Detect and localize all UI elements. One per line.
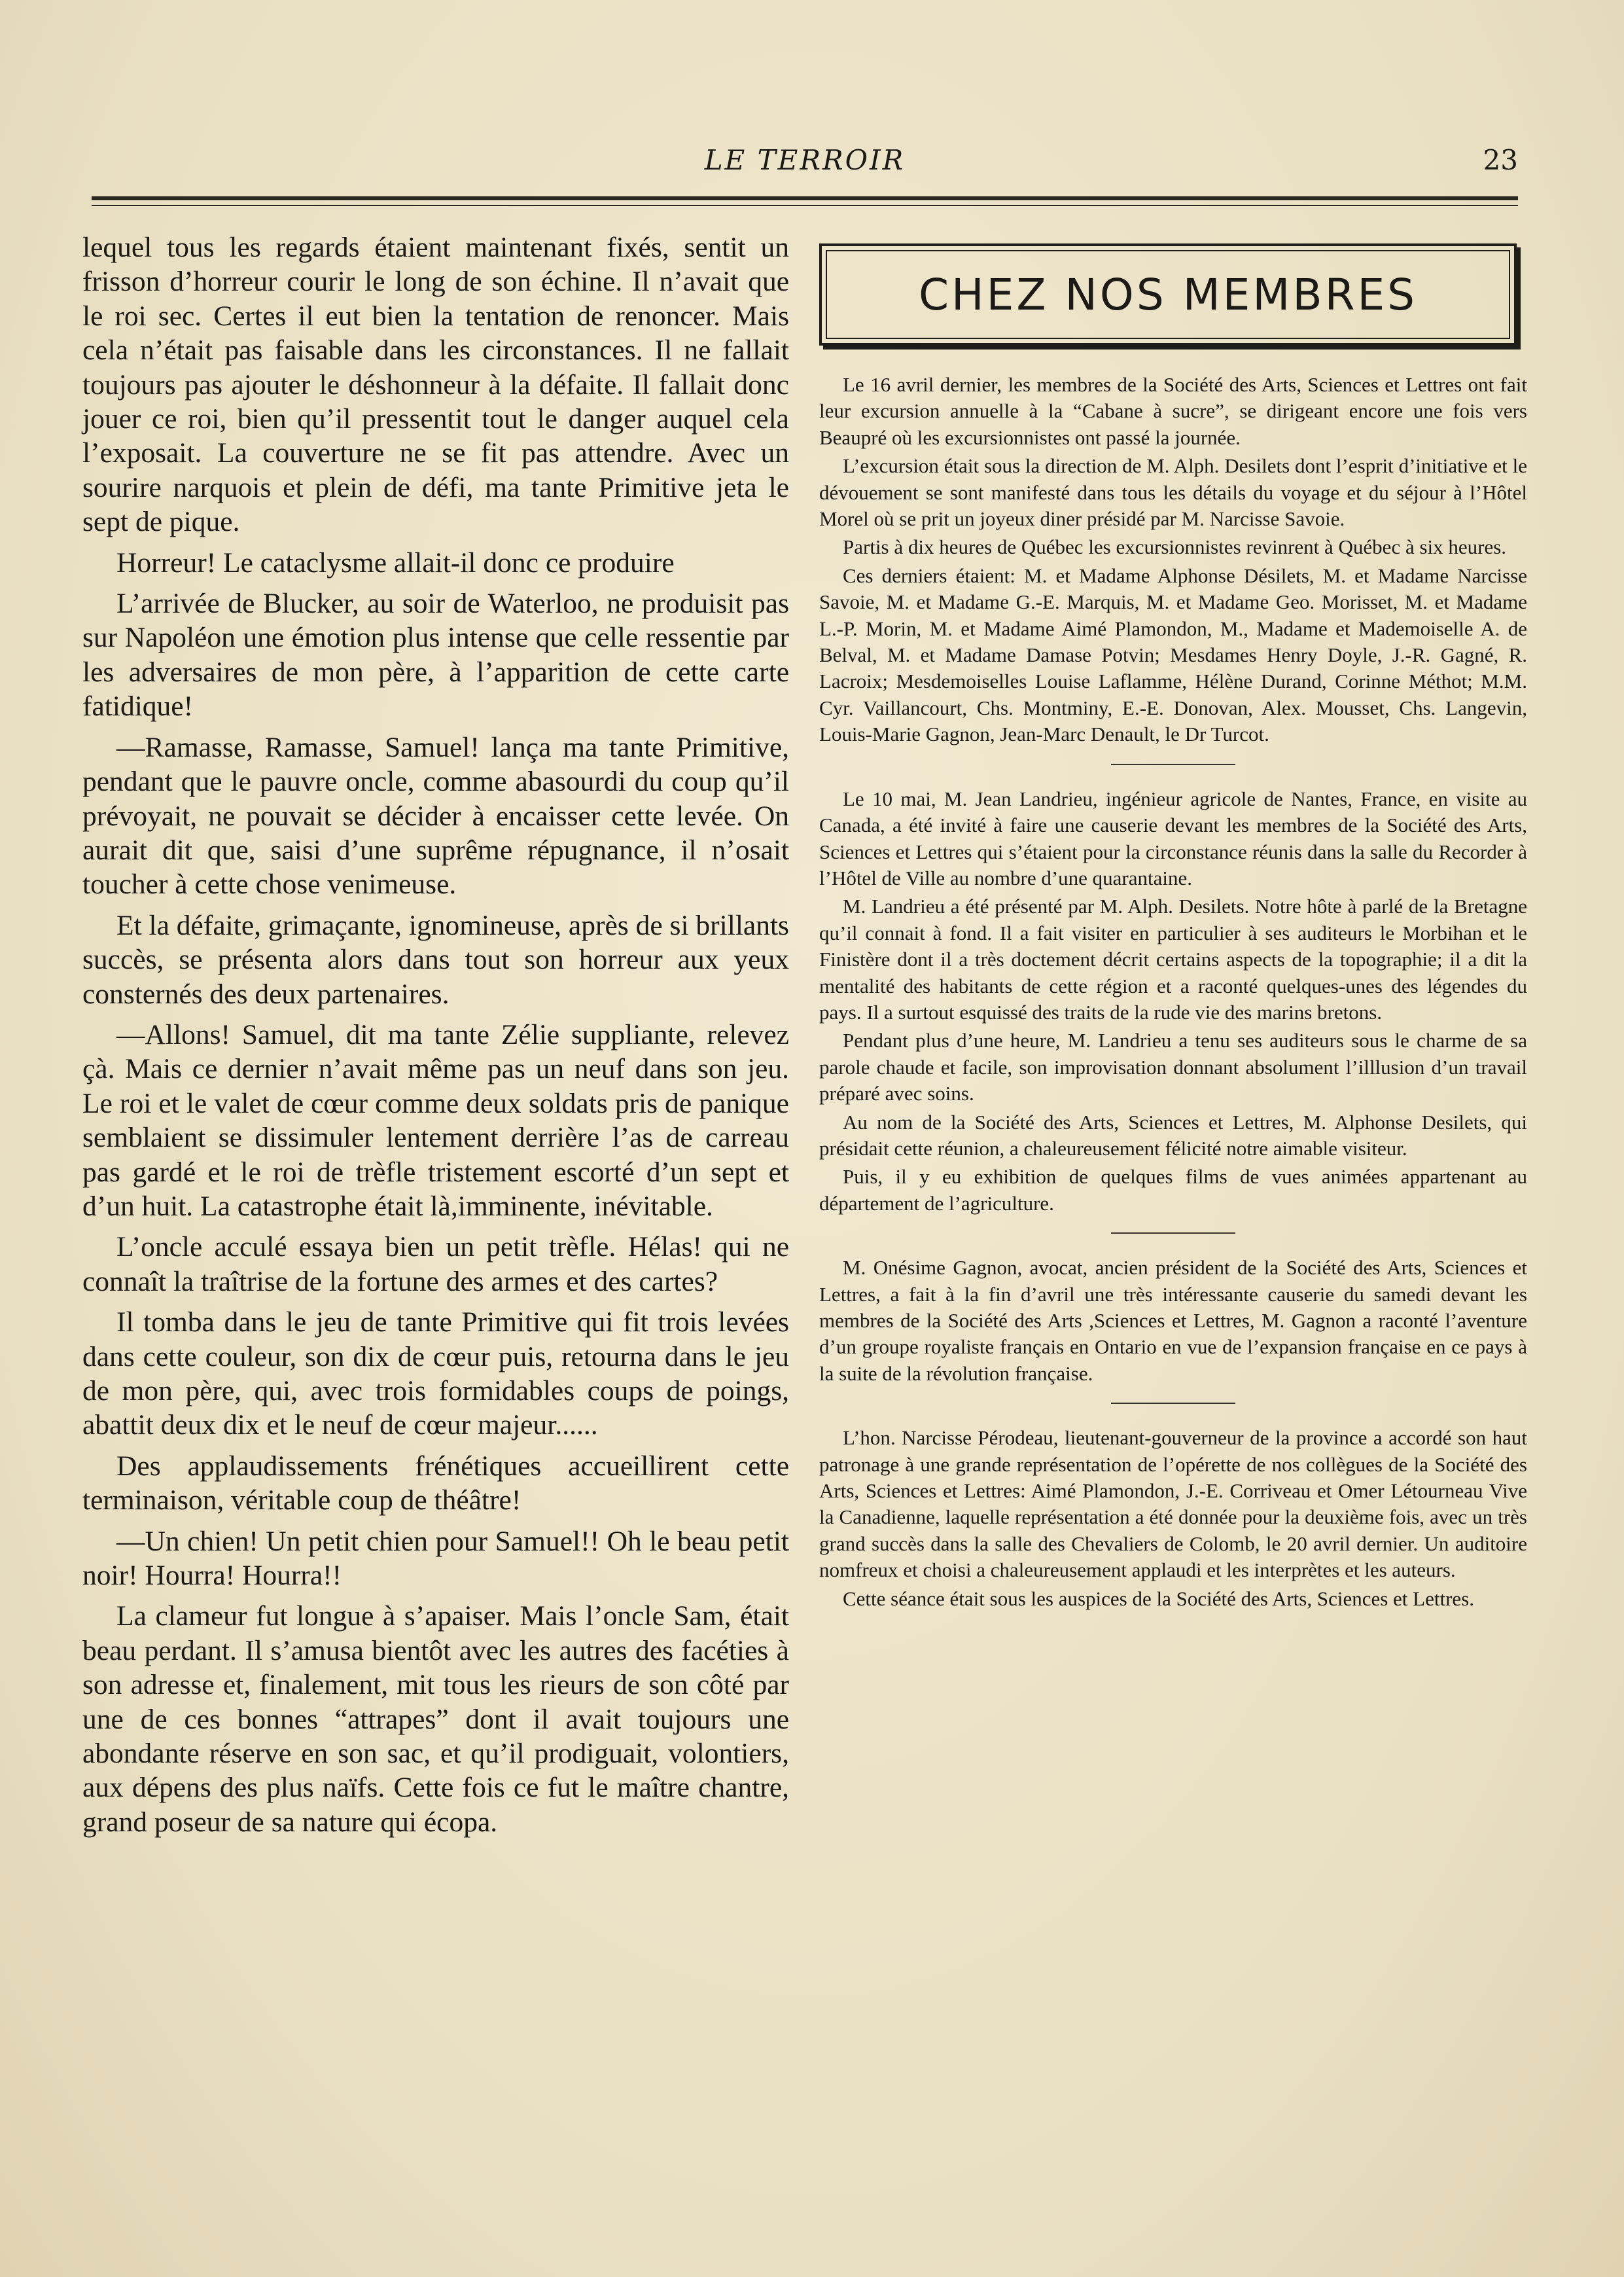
news-paragraph: L’excursion était sous la direction de M. Alph. Desilets dont l’esprit d’initiative et le dévouement se sont manifesté dans tous les détails du voyage et du séjour à l’Hôtel Morel où se prit un joyeux diner présidé par M. Narcisse Savoie. [819, 454, 1527, 531]
news-item-perodeau [819, 1425, 1527, 1612]
news-paragraph: Pendant plus d’une heure, M. Landrieu a tenu ses auditeurs sous le charme de sa parole chaude et facile, son improvisation donnant absolument l’illlusion d’un travail préparé avec soins. [819, 1029, 1527, 1105]
paragraph: Il tomba dans le jeu de tante Primitive qui fit trois levées dans cette couleur, son dix de cœur puis, retourna dans le jeu de mon père, qui, avec trois formidables coups de poings, abattit deux dix et le neuf de cœur majeur...... [82, 1306, 789, 1441]
paragraph: —Ramasse, Ramasse, Samuel! lança ma tante Primitive, pendant que le pauvre oncle, comme abasourdi du coup qu’il prévoyait, ne pouvait se décider à encaisser cette levée. On aurait dit que, saisi d’une suprême répugnance, il n’osait toucher à cette chose venimeuse. [82, 731, 789, 901]
paragraph: L’oncle acculé essaya bien un petit trèfle. Hélas! qui ne connaît la traîtrise de la fortune des armes et des cartes? [82, 1231, 789, 1297]
right-column [819, 243, 1527, 1614]
news-paragraph: Ces derniers étaient: M. et Madame Alphonse Désilets, M. et Madame Narcisse Savoie, M. et Madame G.-E. Marquis, M. et Madame Geo. Morisset, M. et Madame L.-P. Morin, M. et Madame Aimé Plamondon, M., Madame et Mademoiselle A. de Belval, M. et Madame Damase Potvin; Mesdames Henry Doyle, J.-R. Gagné, R. Lacroix; Mesdemoiselles Louise Laflamme, Hélène Durand, Corinne Méthot; M.M. Cyr. Vaillancourt, Chs. Montminy, E.-E. Donovan, Alex. Mousset, Chs. Langevin, Louis-Marie Gagnon, Jean-Marc Denault, le Dr Turcot. [819, 564, 1527, 746]
item-divider [1111, 764, 1235, 765]
news-paragraph: Le 10 mai, M. Jean Landrieu, ingénieur agricole de Nantes, France, en visite au Canada, a été invité à faire une causerie devant les membres de la Société des Arts, Sciences et Lettres qui s’étaient pour la circonstance réunis dans la salle du Recorder à l’Hôtel de Ville au nombre d’une quarantaine. [819, 787, 1527, 889]
item-divider [1111, 1232, 1235, 1234]
section-heading-box [819, 243, 1517, 346]
paragraph: lequel tous les regards étaient maintenant fixés, sentit un frisson d’horreur courir le long de son échine. Il n’avait que le roi sec. Certes il eut bien la tentation de renoncer. Mais cela n’était pas faisable dans les circonstances. Il ne fallait toujours pas ajouter le déshonneur à la défaite. Il fallait donc jouer ce roi, bien qu’il pressentit tout le danger auquel cela l’exposait. La couverture ne se fit pas attendre. Avec un sourire narquois et plein de défi, ma tante Primitive jeta le sept de pique. [82, 232, 789, 538]
news-item-excursion [819, 372, 1527, 748]
news-paragraph: Partis à dix heures de Québec les excursionnistes revinrent à Québec à six heures. [843, 535, 1507, 559]
journal-title: LE TERROIR [704, 144, 906, 176]
paragraph: La clameur fut longue à s’apaiser. Mais l’oncle Sam, était beau perdant. Il s’amusa bientôt avec les autres des facéties à son adresse et, finalement, mit tous les rieurs de son côté par une de ces bonnes “attrapes” dont il avait toujours une abondante réserve en son sac, et qu’il prodiguait, volontiers, aux dépens des plus naïfs. Cette fois ce fut le maître chantre, grand poseur de sa nature qui écopa. [82, 1600, 789, 1838]
news-item-gagnon [819, 1255, 1527, 1387]
news-item-landrieu [819, 786, 1527, 1217]
paragraph: Et la défaite, grimaçante, ignomineuse, après de si brillants succès, se présenta alors dans tout son horreur aux yeux consternés des deux partenaires. [82, 909, 789, 1010]
news-paragraph: Puis, il y eu exhibition de quelques films de vues animées appartenant au département de l’agriculture. [819, 1165, 1527, 1215]
paragraph: —Un chien! Un petit chien pour Samuel!! Oh le beau petit noir! Hourra! Hourra!! [82, 1525, 789, 1592]
paragraph: Des applaudissements frénétiques accueillirent cette terminaison, véritable coup de théâtre! [82, 1450, 789, 1516]
header-rule-thick [92, 196, 1518, 200]
news-paragraph: Au nom de la Société des Arts, Sciences et Lettres, M. Alphonse Desilets, qui présidait cette réunion, a chaleureusement félicité notre aimable visiteur. [819, 1110, 1527, 1160]
paragraph: L’arrivée de Blucker, au soir de Waterloo, ne produisit pas sur Napoléon une émotion plus intense que celle ressentie par les adversaires de mon père, à l’apparition de cette carte fatidique! [82, 588, 789, 723]
running-head [92, 144, 1518, 183]
news-paragraph: L’hon. Narcisse Pérodeau, lieutenant-gouverneur de la province a accordé son haut patronage à une grande représentation de l’opérette de nos collègues de la Société des Arts, Sciences et Lettres: Aimé Plamondon, J.-E. Corriveau et Omer Létourneau Vive la Canadienne, laquelle représentation a été donnée pour la deuxième fois, avec un très grand succès dans la salle des Chevaliers de Colomb, le 20 avril dernier. Un auditoire nomfreux et choisi a chaleureusement applaudi et les interprètes et les auteurs. [819, 1426, 1527, 1582]
item-divider [1111, 1403, 1235, 1404]
news-paragraph: Le 16 avril dernier, les membres de la Société des Arts, Sciences et Lettres ont fait leur excursion annuelle à la “Cabane à sucre”, se dirigeant encore une fois vers Beaupré où les excursionnistes ont passé la journée. [819, 373, 1527, 449]
paragraph: —Allons! Samuel, dit ma tante Zélie suppliante, relevez çà. Mais ce dernier n’avait même pas un neuf dans son jeu. Le roi et le valet de cœur comme deux soldats pris de panique semblaient se dissimuler lentement derrière l’as de carreau pas gardé et le roi de trèfle tristement escorté d’un sept et d’un huit. La catastrophe était là,imminente, inévitable. [82, 1018, 789, 1222]
page-number: 23 [1483, 144, 1518, 176]
section-title: CHEZ NOS MEMBRES [918, 269, 1418, 320]
paragraph: Horreur! Le cataclysme allait-il donc ce produire [116, 547, 675, 579]
news-paragraph: Cette séance était sous les auspices de la Société des Arts, Sciences et Lettres. [843, 1587, 1474, 1610]
news-paragraph: M. Onésime Gagnon, avocat, ancien président de la Société des Arts, Sciences et Lettres, a fait à la fin d’avril une très intéressante causerie du samedi devant les membres de la Société des Arts ,Sciences et Lettres, M. Gagnon a raconté l’aventure d’un groupe royaliste français en Ontario en vue de l’expansion française en ce pays à la suite de la révolution française. [819, 1256, 1527, 1385]
news-paragraph: M. Landrieu a été présenté par M. Alph. Desilets. Notre hôte à parlé de la Bretagne qu’il connait à fond. Il a fait visiter en particulier à ses auditeurs le Morbihan et le Finistère dont il a très doctement décrit certains aspects de la topographie; il a dit la mentalité des habitants de cette région et a raconté quelques-unes des légendes du pays. Il a surtout esquissé des traits de la rude vie des marins bretons. [819, 895, 1527, 1024]
header-rule-thin [92, 205, 1518, 206]
left-column [82, 230, 789, 1846]
